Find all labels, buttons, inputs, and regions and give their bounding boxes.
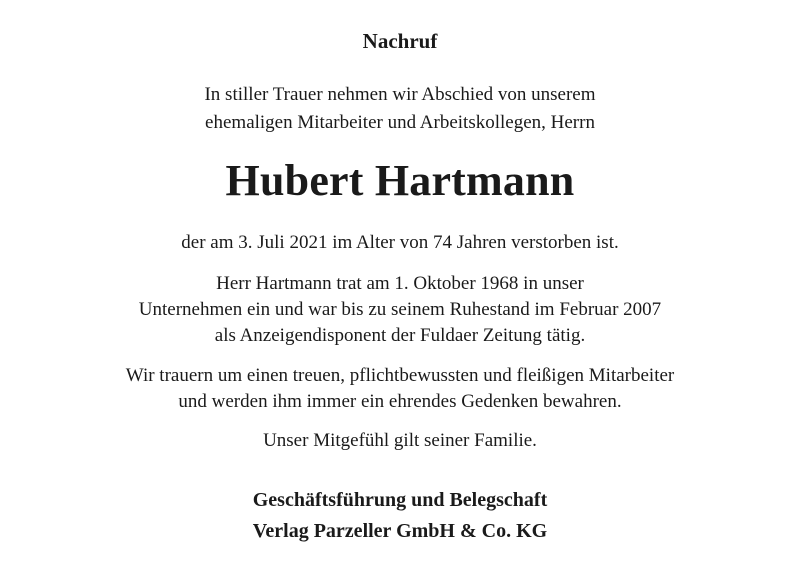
tribute-line-1: Wir trauern um einen treuen, pflichtbewussten und fleißigen Mitarbeiter bbox=[125, 365, 675, 386]
signature-line-2: Verlag Parzeller GmbH & Co. KG bbox=[252, 520, 548, 542]
signature-line-1: Geschäftsführung und Belegschaft bbox=[252, 489, 548, 511]
intro-line-1: In stiller Trauer nehmen wir Abschied von unserem bbox=[204, 84, 596, 105]
sympathy-line: Unser Mitgefühl gilt seiner Familie. bbox=[263, 430, 537, 451]
career-line-1: Herr Hartmann trat am 1. Oktober 1968 in unser bbox=[216, 273, 584, 294]
tribute-line-2: und werden ihm immer ein ehrendes Gedenken bewahren. bbox=[178, 391, 622, 412]
intro-line-2: ehemaligen Mitarbeiter und Arbeitskollegen, Herrn bbox=[205, 112, 595, 133]
deceased-name: Hubert Hartmann bbox=[225, 156, 575, 205]
career-line-3: als Anzeigendisponent der Fuldaer Zeitung tätig. bbox=[214, 325, 586, 346]
notice-heading: Nachruf bbox=[362, 29, 438, 53]
death-line: der am 3. Juli 2021 im Alter von 74 Jahren verstorben ist. bbox=[181, 232, 619, 253]
career-line-2: Unternehmen ein und war bis zu seinem Ruhestand im Februar 2007 bbox=[138, 299, 662, 320]
